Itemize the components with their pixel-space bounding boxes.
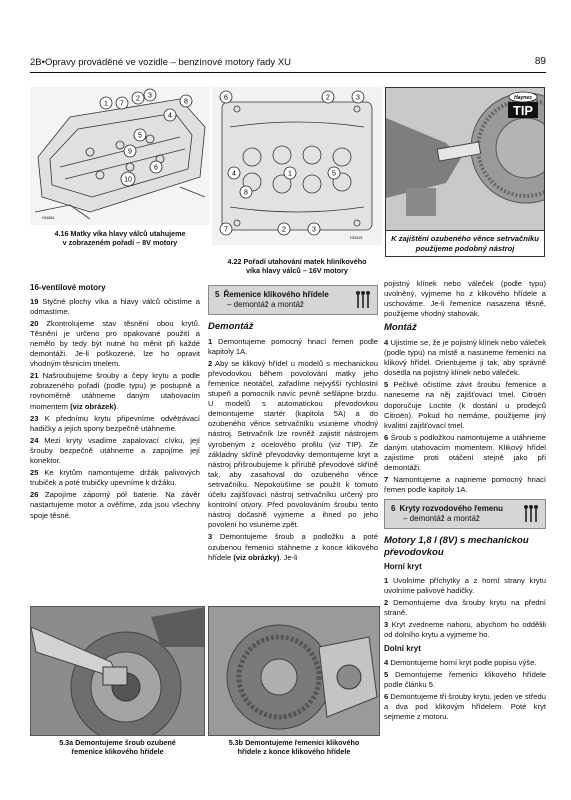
svg-text:4: 4 [232,170,236,178]
section-number: 6 [391,504,396,514]
paragraph: 24 Mezi kryty vsadíme zapalovací cívku, její šrouby bezpečně utáhneme a zapojíme její konektor. [30,435,200,466]
tightening-order-label [124,145,136,157]
tightening-order-label [278,223,290,235]
tightening-order-label [134,129,146,141]
wrench-difficulty-icon [523,504,541,526]
section-subheading: 16-ventilové motory [30,283,106,292]
svg-text:2: 2 [326,94,330,102]
svg-text:6: 6 [224,94,228,102]
section-title: Kryty rozvodového řemenu [399,504,504,514]
paragraph: 1 Uvolníme příchytky a z horní strany krytu uvolníme palivové hadičky. [384,575,546,595]
paragraph: 21 Našroubujeme šrouby a čepy krytu a podle zobrazeného pořadí (podle typu) je postupně a rovnoměrně utáhneme daným utahovacím momentem (viz obrázek). [30,371,200,411]
section-number: 5 [215,290,220,299]
figure-5-3a-caption: 5.3a Demontujeme šroub ozubené řemenice klikového hřídele [59,738,176,756]
figure-5-3b-image [208,606,380,736]
tightening-order-label [220,223,232,235]
paragraph: 6 Demontujeme tři šrouby krytu, jeden ve středu a dva pod klikovým hřídelem. Poté kryt sejmeme z motoru. [384,692,546,722]
section-subtitle: – demontáž a montáž [227,300,304,309]
paragraph: 5 Pečlivě očistíme závit šroubu řemenice a naneseme na něj zajišťovací tmel. Citroën doporučuje Loctite (k dostání u prodejců Citroën). Pokud ho nemáme, použijeme jiný kvalitní zajišťovací tmel. [384,380,546,430]
tightening-order-label [220,91,232,103]
figure-4-16-caption: 4.16 Matky víka hlavy válců utahujeme v zobrazeném pořadí – 8V motory [54,229,186,247]
section-5-box [208,285,378,315]
figure-4-22-image [212,87,382,245]
paragraph: 2 Aby se klikový hřídel u modelů s mechanickou převodovkou během povolování matky jeho řemenice neotáčel, zařadíme nejvyšší rychlostní stupeň a pomocník navíc pevně sešlápne brzdu. U modelů s automatickou převodovkou demontujeme startér (kapitola 5A) a do ozubeného věnce setrvačníku vsuneme vhodný nástroj. Setrvačník lze rovněž zajistit nástrojem vyrobeným z ocelového profilu (viz TIP). Ze základny skříně převodovky demontujeme kryt a nástroj přišroubujeme k přírubě převodové skříně tak, aby zasahoval do ozubeného věnce setrvačníku. Nepokoušíme se použít k tomuto účelu zajišťovací nástroj setrvačníku určený pro kontrolní otvory. Před povolováním šroubu tento nástroj dočasně vyjmeme a ihned po jeho povolení ho vsuneme zpět. [208,358,378,530]
svg-text:5: 5 [332,170,336,178]
haynes-tip-badge [505,90,541,120]
tightening-order-label [228,167,240,179]
tightening-order-label [322,91,334,103]
paragraph: 2 Demontujeme dva šrouby krytu na přední straně. [384,598,546,618]
svg-text:8: 8 [184,98,188,106]
svg-text:7: 7 [224,226,228,234]
paragraph: 23 K přednímu krytu připevníme odvětrávací hadičky a jejich spony bezpečně utáhneme. [30,413,200,433]
tightening-order-label [352,91,364,103]
tip-caption: K zajištění ozubeného věnce setrvačníku použijeme podobný nástroj [386,230,544,256]
paragraph: 1 Demontujeme pomocný hnací řemen podle kapitoly 1A. [208,336,378,356]
figure-code: H32415 [350,236,363,240]
paragraph: 4 Demontujeme horní kryt podle popisu výše. [384,658,537,667]
section-6-box [384,499,546,529]
svg-text:3: 3 [356,94,360,102]
column-2 [208,281,378,565]
tightening-order-label [116,97,128,109]
paragraph: 20 Zkontrolujeme stav těsnění obou krytů. Těsnění je určeno pro opakované použití a nemělo by tedy být nutné ho měnit při každé demontáži. Je-li poškozené, lze ho opravit vhodným těsnicím tmelem. [30,318,200,369]
paragraph: 5 Demontujeme řemenici klikového hřídele podle článku 5. [384,670,546,690]
figure-code: H24854 [42,216,55,220]
subsection-subheading: Dolní kryt [384,644,421,654]
page-header [30,55,546,73]
svg-text:4: 4 [168,112,172,120]
subsection-heading: Montáž [384,322,417,334]
svg-text:1: 1 [104,100,108,108]
tightening-order-label [284,167,296,179]
tightening-order-label [180,95,192,107]
svg-text:Haynes: Haynes [514,95,532,101]
section-title: Řemenice klikového hřídele [223,290,329,299]
tightening-order-label [150,161,162,173]
svg-text:2: 2 [136,95,140,103]
paragraph: 6 Šroub s podložkou namontujeme a utáhneme daným utahovacím momentem. Klikový hřídel zajistíme proti otáčení stejně jako při demontáži. [384,432,546,473]
paragraph: pojistný klínek nebo váleček (podle typu) uvolněný, vyjmeme ho z klikového hřídele a uschováme. Je-li řemenice nasazena těsně, použijeme vhodný stahovák. [384,279,546,319]
svg-text:8: 8 [244,189,248,197]
tightening-order-label [164,109,176,121]
svg-text:TIP: TIP [512,103,534,118]
tightening-order-label [144,89,156,101]
section-subtitle: – demontáž a montáž [403,514,480,524]
wrench-difficulty-icon [355,290,373,312]
svg-text:2: 2 [282,226,286,234]
svg-text:5: 5 [138,132,142,140]
subsection-subheading: Horní kryt [384,562,422,572]
svg-text:6: 6 [154,164,158,172]
tightening-order-label [328,167,340,179]
tightening-order-label [308,223,320,235]
paragraph: 7 Namontujeme a napneme pomocný hnací řemen podle kapitoly 1A. [384,475,546,495]
paragraph: 3 Kryt zvedneme nahoru, abychom ho oddělili od dolního krytu a vyjmeme ho. [384,620,546,640]
svg-text:3: 3 [312,226,316,234]
svg-text:9: 9 [128,148,132,156]
figure-4-16-image [30,87,210,225]
page-number: 89 [534,56,546,67]
svg-text:7: 7 [120,100,124,108]
paragraph: 3 Demontujeme šroub a podložku a poté ozubenou řemenici stáhneme z konce klikového hřídele (viz obrázky). Je-li [208,532,378,562]
tightening-order-label [132,92,144,104]
figure-5-3a-image [30,606,205,736]
tightening-order-label [100,97,112,109]
tightening-order-label [240,186,252,198]
tip-box [385,87,545,257]
column-3 [384,279,546,725]
column-1 [30,279,200,523]
paragraph: 26 Zapojíme záporný pól baterie. Na závěr nastartujeme motor a ověříme, zda jsou všechny spoje těsné. [30,490,200,520]
paragraph: 25 Ke krytům namontujeme držák palivových trubiček a poté trubičky upevníme k držáku. [30,468,200,488]
subsection-heading: Demontáž [208,321,254,332]
paragraph: 19 Styčné plochy víka a hlavy válců očistíme a odmastíme. [30,296,200,316]
svg-text:3: 3 [148,92,152,100]
running-title: 2B•Opravy prováděné ve vozidle – benzínové motory řady XU [30,57,292,68]
subsection-heading: Motory 1,8 l (8V) s mechanickou převodovkou [384,535,529,558]
tightening-order-label [121,172,135,186]
figure-4-22-caption: 4.22 Pořadí utahování matek hliníkového víka hlavy válců – 16V motory [227,257,367,275]
paragraph: 4 Ujistíme se, že je pojistný klínek nebo váleček (podle typu) na místě a nasuneme řemenici na klikový hřídel. Orientujeme ji tak, aby správně dosedla na pojistný klínek nebo váleček. [384,338,546,378]
svg-text:1: 1 [288,170,292,178]
svg-text:10: 10 [124,176,132,184]
figure-5-3b-caption: 5.3b Demontujeme řemenici klikového hřídele z konce klikového hřídele [228,738,360,756]
